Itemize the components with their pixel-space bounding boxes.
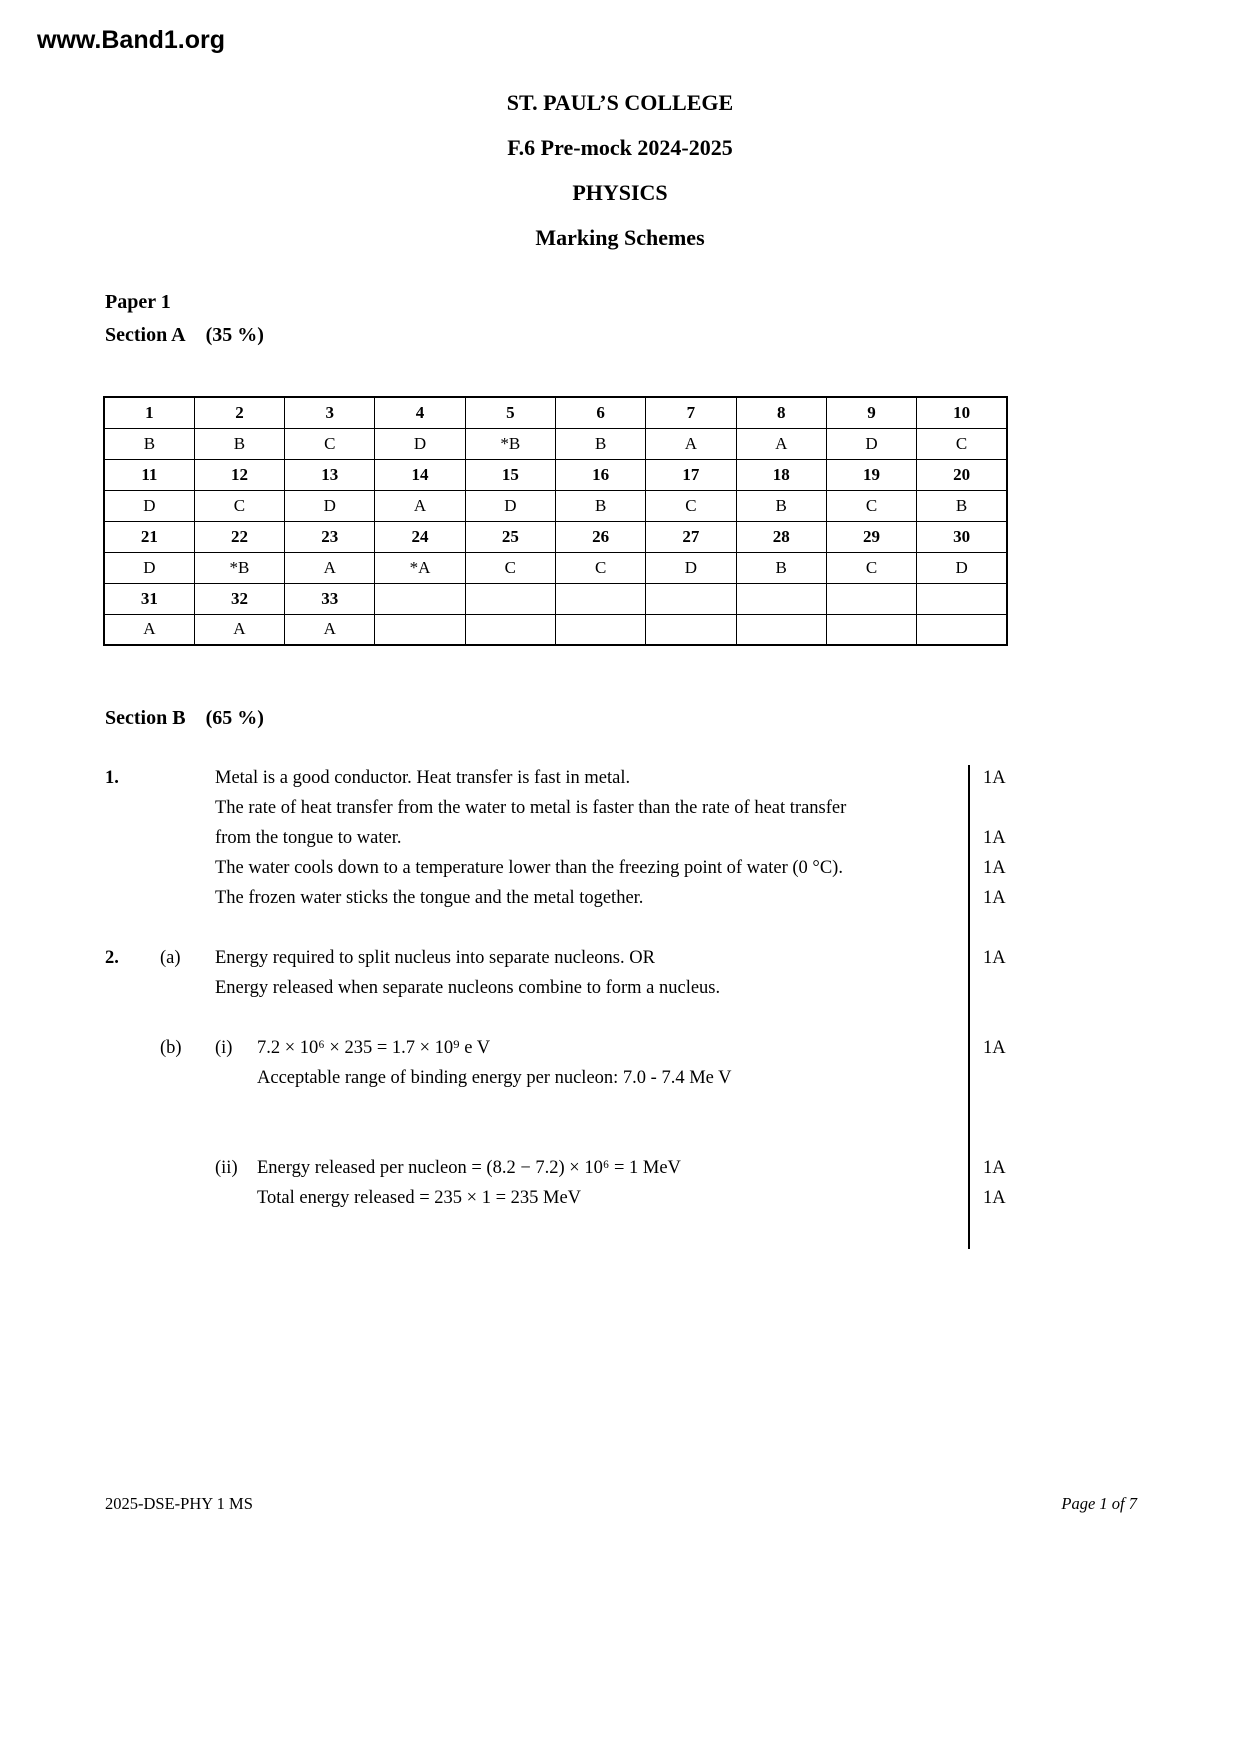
answer-cell: D xyxy=(104,490,194,521)
marking-line xyxy=(105,853,1010,883)
answer-cell: A xyxy=(736,428,826,459)
question-number-cell: 20 xyxy=(917,459,1007,490)
marking-line xyxy=(105,973,1010,1003)
answer-cell: *B xyxy=(465,428,555,459)
marking-line xyxy=(105,763,1010,793)
answer-cell: D xyxy=(104,552,194,583)
question-number-row xyxy=(104,521,1007,552)
answer-cell: A xyxy=(104,614,194,645)
section-a-name: Section A xyxy=(105,324,186,346)
answer-cell: D xyxy=(646,552,736,583)
answer-cell: C xyxy=(826,490,916,521)
question-number-cell xyxy=(646,583,736,614)
paper-label: Paper 1 xyxy=(105,291,171,313)
mark-code: 1A xyxy=(983,1158,1006,1178)
answer-row xyxy=(104,614,1007,645)
answer-row xyxy=(104,552,1007,583)
answer-row xyxy=(104,428,1007,459)
marking-text: from the tongue to water. xyxy=(215,828,402,848)
question-number: 2. xyxy=(105,948,119,968)
question-number-cell: 4 xyxy=(375,397,465,428)
question-number-cell: 30 xyxy=(917,521,1007,552)
answer-cell: D xyxy=(285,490,375,521)
subpart-label: (i) xyxy=(215,1038,233,1058)
question-number-cell: 1 xyxy=(104,397,194,428)
question-number-cell: 13 xyxy=(285,459,375,490)
doc-type-title: Marking Schemes xyxy=(535,225,705,250)
answer-cell xyxy=(917,614,1007,645)
question-number-cell: 3 xyxy=(285,397,375,428)
answer-cell: B xyxy=(736,490,826,521)
section-b-name: Section B xyxy=(105,707,186,729)
marking-text: Acceptable range of binding energy per nucleon: 7.0 - 7.4 Me V xyxy=(257,1068,732,1088)
section-b-lines xyxy=(105,763,1010,1249)
question-number-cell: 24 xyxy=(375,521,465,552)
question-number-row xyxy=(104,397,1007,428)
answer-cell: D xyxy=(826,428,916,459)
answer-cell: D xyxy=(375,428,465,459)
answer-cell: D xyxy=(917,552,1007,583)
answer-cell: B xyxy=(104,428,194,459)
question-number-cell: 27 xyxy=(646,521,736,552)
section-a-weight: (35 %) xyxy=(205,324,264,346)
answer-cell: *A xyxy=(375,552,465,583)
question-number-cell: 10 xyxy=(917,397,1007,428)
question-number-cell: 15 xyxy=(465,459,555,490)
question-number-cell xyxy=(826,583,916,614)
marking-line xyxy=(105,1063,1010,1093)
marking-line xyxy=(105,1153,1010,1183)
marking-text: 7.2 × 10⁶ × 235 = 1.7 × 10⁹ e V xyxy=(257,1038,491,1058)
answer-cell: C xyxy=(465,552,555,583)
college-title: ST. PAUL’S COLLEGE xyxy=(506,90,734,115)
question-number-cell: 26 xyxy=(555,521,645,552)
section-b-label xyxy=(105,702,1240,735)
answer-cell: C xyxy=(646,490,736,521)
answer-cell: C xyxy=(826,552,916,583)
question-number-cell: 21 xyxy=(104,521,194,552)
question-number-cell: 29 xyxy=(826,521,916,552)
question-number-cell: 2 xyxy=(194,397,284,428)
answer-cell: C xyxy=(917,428,1007,459)
section-b-weight: (65 %) xyxy=(205,707,264,729)
answer-cell: B xyxy=(736,552,826,583)
question-number-cell: 19 xyxy=(826,459,916,490)
answer-cell: A xyxy=(285,614,375,645)
question-number-cell: 28 xyxy=(736,521,826,552)
subject-title: PHYSICS xyxy=(572,180,668,205)
question-number-row xyxy=(104,459,1007,490)
part-label: (a) xyxy=(160,948,181,968)
answer-cell: A xyxy=(646,428,736,459)
question-number-cell xyxy=(736,583,826,614)
answer-cell xyxy=(465,614,555,645)
marking-line xyxy=(105,1183,1010,1213)
answer-cell: B xyxy=(917,490,1007,521)
question-number-cell xyxy=(375,583,465,614)
answer-cell: A xyxy=(194,614,284,645)
question-number-cell: 5 xyxy=(465,397,555,428)
marking-text: Energy released per nucleon = (8.2 − 7.2) × 10⁶ = 1 MeV xyxy=(257,1158,681,1178)
answer-cell xyxy=(736,614,826,645)
exam-title: F.6 Pre-mock 2024-2025 xyxy=(507,135,733,160)
marking-line xyxy=(105,943,1010,973)
question-number-cell xyxy=(465,583,555,614)
answer-cell xyxy=(555,614,645,645)
question-number-cell: 22 xyxy=(194,521,284,552)
marking-text: Energy released when separate nucleons combine to form a nucleus. xyxy=(215,978,721,998)
footer-doc-code: 2025-DSE-PHY 1 MS xyxy=(105,1494,253,1513)
question-number-cell: 17 xyxy=(646,459,736,490)
marking-text: The frozen water sticks the tongue and the metal together. xyxy=(215,888,644,908)
marking-line xyxy=(105,1033,1010,1063)
answer-cell: C xyxy=(285,428,375,459)
marks-divider-line xyxy=(968,765,970,1249)
question-number-cell: 12 xyxy=(194,459,284,490)
question-number-cell: 6 xyxy=(555,397,645,428)
question-number-cell: 8 xyxy=(736,397,826,428)
answer-row xyxy=(104,490,1007,521)
marking-line xyxy=(105,823,1010,853)
answer-cell: B xyxy=(194,428,284,459)
page-footer xyxy=(105,1494,1137,1514)
question-number-cell: 23 xyxy=(285,521,375,552)
part-label: (b) xyxy=(160,1038,182,1058)
question-number: 1. xyxy=(105,768,119,788)
answer-cell: A xyxy=(375,490,465,521)
question-number-cell: 25 xyxy=(465,521,555,552)
footer-page-number: Page 1 of 7 xyxy=(1061,1494,1137,1513)
marking-text: Energy required to split nucleus into separate nucleons. OR xyxy=(215,948,655,968)
marking-line xyxy=(105,793,1010,823)
subpart-label: (ii) xyxy=(215,1158,238,1178)
marking-text: Metal is a good conductor. Heat transfer is fast in metal. xyxy=(215,768,631,788)
question-number-cell: 32 xyxy=(194,583,284,614)
mark-code: 1A xyxy=(983,888,1006,908)
answer-table-body xyxy=(104,397,1007,645)
answer-cell xyxy=(375,614,465,645)
question-number-cell: 9 xyxy=(826,397,916,428)
answer-cell: C xyxy=(555,552,645,583)
question-number-cell: 11 xyxy=(104,459,194,490)
answer-cell: C xyxy=(194,490,284,521)
marking-text: The water cools down to a temperature lower than the freezing point of water (0 °C). xyxy=(215,858,843,878)
answer-cell: B xyxy=(555,428,645,459)
question-number-cell xyxy=(917,583,1007,614)
mark-code: 1A xyxy=(983,768,1006,788)
answer-table xyxy=(103,396,1008,646)
question-number-cell: 18 xyxy=(736,459,826,490)
mark-code: 1A xyxy=(983,858,1006,878)
mark-code: 1A xyxy=(983,1188,1006,1208)
paper-block xyxy=(105,286,1240,352)
question-number-cell: 14 xyxy=(375,459,465,490)
marking-line xyxy=(105,883,1010,913)
site-watermark: www.Band1.org xyxy=(37,26,225,54)
question-number-cell: 16 xyxy=(555,459,645,490)
answer-cell xyxy=(646,614,736,645)
answer-cell: B xyxy=(555,490,645,521)
mark-code: 1A xyxy=(983,948,1006,968)
mark-code: 1A xyxy=(983,1038,1006,1058)
answer-cell: *B xyxy=(194,552,284,583)
answer-cell: D xyxy=(465,490,555,521)
mark-code: 1A xyxy=(983,828,1006,848)
marking-text: Total energy released = 235 × 1 = 235 MeV xyxy=(257,1188,582,1208)
question-number-cell: 7 xyxy=(646,397,736,428)
question-number-cell xyxy=(555,583,645,614)
question-number-cell: 33 xyxy=(285,583,375,614)
question-number-row xyxy=(104,583,1007,614)
answer-cell: A xyxy=(285,552,375,583)
answer-cell xyxy=(826,614,916,645)
section-a-label xyxy=(105,319,1240,352)
marking-text: The rate of heat transfer from the water to metal is faster than the rate of heat transfer xyxy=(215,798,847,818)
question-number-cell: 31 xyxy=(104,583,194,614)
